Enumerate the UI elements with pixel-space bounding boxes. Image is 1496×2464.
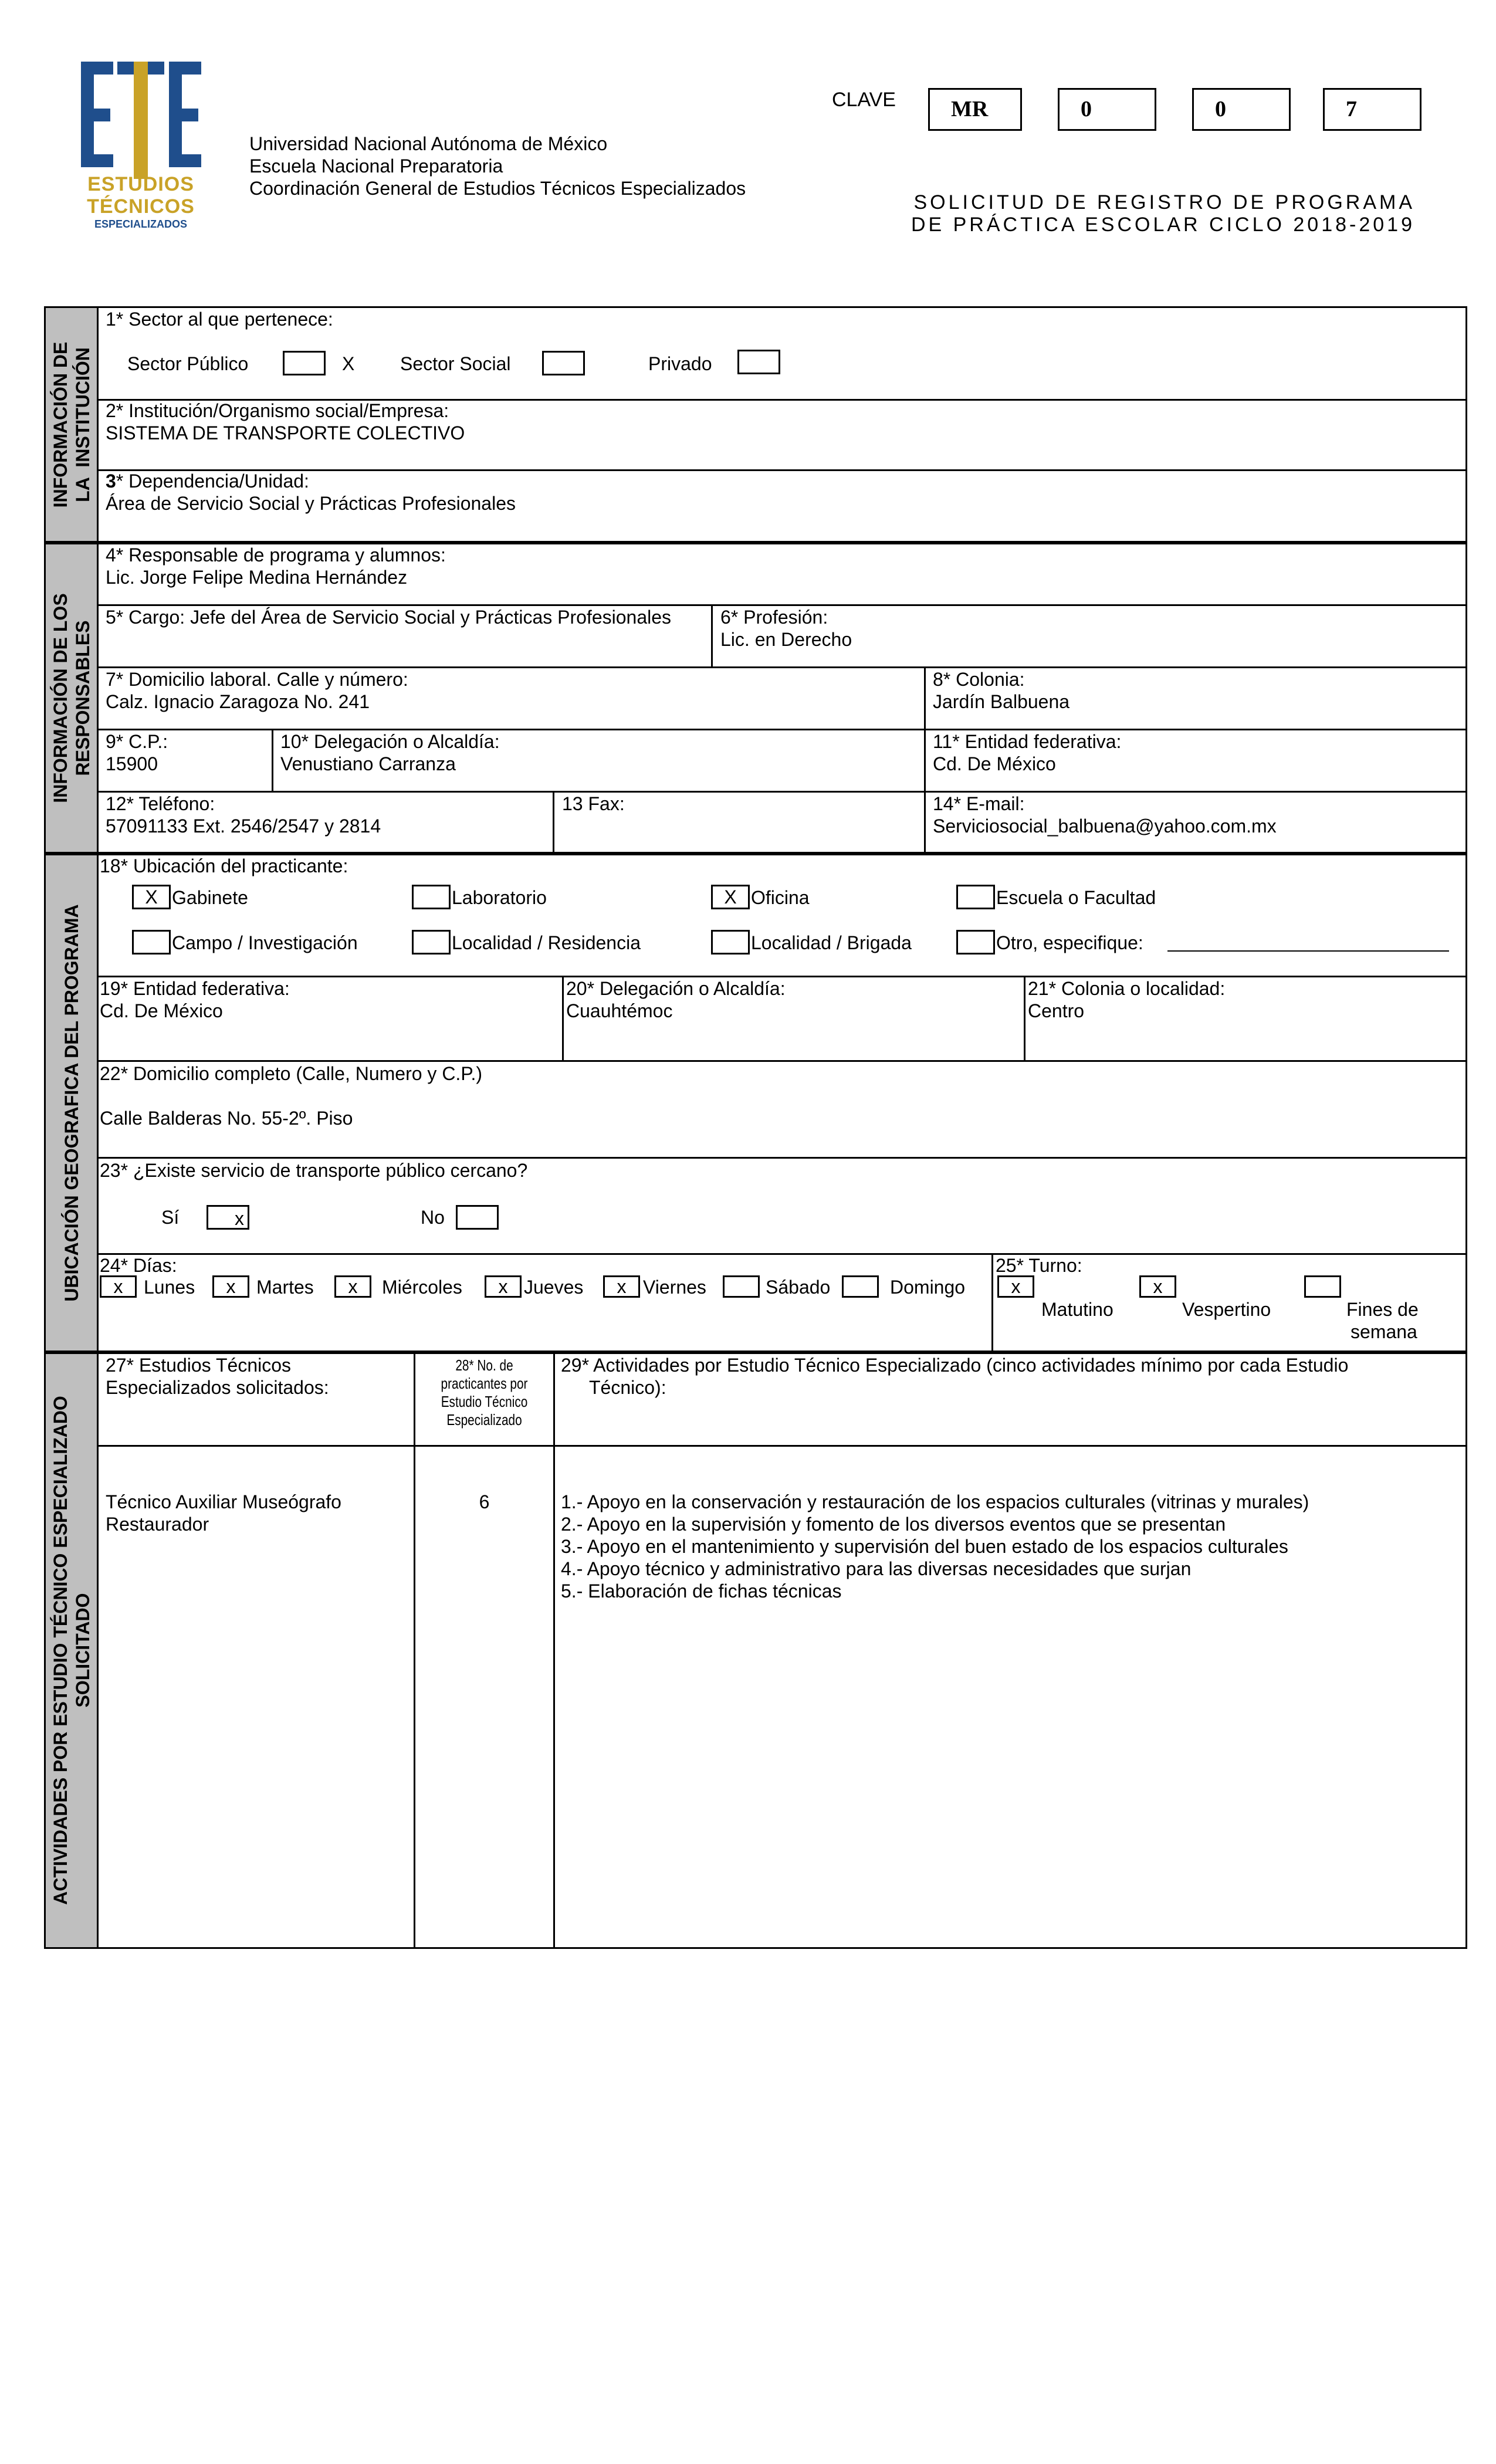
day-jueves-checkbox[interactable]: x	[485, 1275, 522, 1298]
otro-checkbox[interactable]	[956, 930, 995, 955]
institution-line-1: Universidad Nacional Autónoma de México	[249, 133, 608, 154]
day-martes-label: Martes	[256, 1277, 314, 1298]
institution-line-2: Escuela Nacional Preparatoria	[249, 155, 503, 177]
q11-value: Cd. De México	[933, 753, 1056, 774]
q12-label: 12* Teléfono:	[106, 793, 215, 814]
q13-label: 13 Fax:	[562, 793, 625, 814]
turno-fines-checkbox[interactable]	[1304, 1275, 1341, 1298]
sector-social-label: Sector Social	[400, 353, 511, 374]
row-divider	[97, 1445, 1467, 1447]
otro-label: Otro, especifique:	[996, 932, 1143, 953]
q27-label-1: 27* Estudios Técnicos	[106, 1355, 292, 1376]
q6-value: Lic. en Derecho	[720, 629, 852, 650]
col-divider	[991, 1253, 993, 1352]
privado-label: Privado	[648, 353, 712, 374]
activity-item: 5.- Elaboración de fichas técnicas	[561, 1580, 842, 1602]
col-divider	[553, 1352, 555, 1948]
sector-publico-mark: X	[342, 353, 355, 374]
oficina-checkbox[interactable]: X	[711, 885, 750, 909]
turno-matutino-label: Matutino	[1041, 1299, 1113, 1320]
logo-text-3: ESPECIALIZADOS	[94, 218, 188, 230]
activity-item: 3.- Apoyo en el mantenimiento y supervisión del buen estado de los espacios culturales	[561, 1536, 1288, 1557]
q28-label-2: practicantes por	[441, 1375, 528, 1392]
logo	[76, 56, 205, 232]
q22-value: Calle Balderas No. 55-2º. Piso	[100, 1108, 353, 1129]
q14-label: 14* E-mail:	[933, 793, 1025, 814]
si-mark: x	[235, 1208, 244, 1229]
q18-label: 18* Ubicación del practicante:	[100, 855, 348, 876]
si-label: Sí	[161, 1207, 180, 1228]
day-sabado-label: Sábado	[766, 1277, 831, 1298]
q10-label: 10* Delegación o Alcaldía:	[280, 731, 500, 752]
q3-label-rest: * Dependencia/Unidad:	[116, 471, 309, 492]
sidebar-institucion	[46, 308, 97, 541]
day-miercoles-checkbox[interactable]: x	[334, 1275, 371, 1298]
escuela-checkbox[interactable]	[956, 885, 995, 909]
q28-label-4: Especializado	[446, 1411, 522, 1429]
col-divider	[272, 729, 273, 791]
q20-value: Cuauhtémoc	[566, 1000, 673, 1021]
col-divider	[1024, 976, 1025, 1060]
side-label-actividades: ACTIVIDADES POR ESTUDIO TÉCNICO ESPECIALIZADO SOLICITADO	[49, 1395, 93, 1905]
q19-label: 19* Entidad federativa:	[100, 978, 290, 999]
sector-publico-label: Sector Público	[127, 353, 249, 374]
day-lunes-checkbox[interactable]: x	[100, 1275, 137, 1298]
day-miercoles-label: Miércoles	[382, 1277, 462, 1298]
logo-text-2: TÉCNICOS	[87, 195, 195, 218]
escuela-label: Escuela o Facultad	[996, 887, 1156, 908]
q2-value: SISTEMA DE TRANSPORTE COLECTIVO	[106, 422, 465, 444]
q2-label: 2* Institución/Organismo social/Empresa:	[106, 400, 449, 421]
row-divider	[97, 791, 1467, 793]
practicantes-count: 6	[479, 1491, 490, 1512]
logo-text-1: ESTUDIOS	[87, 173, 194, 195]
q6-label: 6* Profesión:	[720, 607, 828, 628]
form-title-line-1: SOLICITUD DE REGISTRO DE PROGRAMA	[913, 191, 1415, 214]
day-viernes-checkbox[interactable]: x	[603, 1275, 640, 1298]
day-martes-checkbox[interactable]: x	[212, 1275, 249, 1298]
localidad-residencia-label: Localidad / Residencia	[452, 932, 641, 953]
laboratorio-label: Laboratorio	[452, 887, 547, 908]
sidebar-responsables	[46, 543, 97, 852]
q28-label-1: 28* No. de	[455, 1356, 513, 1374]
no-label: No	[421, 1207, 445, 1228]
turno-vespertino-label: Vespertino	[1182, 1299, 1271, 1320]
day-jueves-label: Jueves	[524, 1277, 584, 1298]
institution-line-3: Coordinación General de Estudios Técnicos Especializados	[249, 178, 746, 199]
clave-label: CLAVE	[832, 89, 896, 111]
q22-label: 22* Domicilio completo (Calle, Numero y C.P.)	[100, 1063, 483, 1084]
row-divider	[97, 1253, 1467, 1255]
study-name-1: Técnico Auxiliar Museógrafo	[106, 1491, 341, 1512]
day-domingo-label: Domingo	[890, 1277, 966, 1298]
q7-value: Calz. Ignacio Zaragoza No. 241	[106, 691, 370, 712]
col-divider	[562, 976, 564, 1060]
q29-label-1: 29* Actividades por Estudio Técnico Especializado (cinco actividades mínimo por cada Estudio	[561, 1355, 1349, 1376]
turno-fines-label-2: semana	[1351, 1321, 1417, 1342]
side-label-institucion: INFORMACIÓN DE LA INSTITUCIÓN	[49, 341, 93, 508]
clave-box-1: MR	[928, 88, 1022, 131]
activity-item: 1.- Apoyo en la conservación y restauración de los espacios culturales (vitrinas y murales)	[561, 1491, 1309, 1512]
q8-value: Jardín Balbuena	[933, 691, 1070, 712]
q20-label: 20* Delegación o Alcaldía:	[566, 978, 786, 999]
laboratorio-checkbox[interactable]	[412, 885, 451, 909]
col-divider	[924, 666, 926, 853]
q3-value: Área de Servicio Social y Prácticas Profesionales	[106, 493, 516, 514]
sector-publico-checkbox[interactable]	[283, 351, 326, 375]
form-title-line-2: DE PRÁCTICA ESCOLAR CICLO 2018-2019	[911, 214, 1415, 236]
sidebar-ubicacion	[46, 854, 97, 1351]
col-divider	[711, 604, 713, 666]
day-sabado-checkbox[interactable]	[723, 1275, 760, 1298]
q3-label	[106, 469, 309, 493]
q9-label: 9* C.P.:	[106, 731, 168, 752]
ete-logo-icon	[76, 56, 205, 179]
q4-label: 4* Responsable de programa y alumnos:	[106, 544, 446, 566]
q3-label-num: 3	[106, 471, 116, 492]
oficina-label: Oficina	[751, 887, 810, 908]
q24-label: 24* Días:	[100, 1255, 177, 1276]
q10-value: Venustiano Carranza	[280, 753, 456, 774]
q21-label: 21* Colonia o localidad:	[1028, 978, 1226, 999]
privado-checkbox[interactable]	[737, 350, 780, 374]
gabinete-checkbox[interactable]: X	[132, 885, 171, 909]
q29-label-2: Técnico):	[589, 1377, 666, 1398]
clave-box-3: 0	[1192, 88, 1291, 131]
q5-label: 5* Cargo: Jefe del Área de Servicio Social y Prácticas Profesionales	[106, 607, 672, 628]
col-divider	[414, 1352, 415, 1948]
side-label-responsables: INFORMACIÓN DE LOS RESPONSABLES	[49, 593, 93, 803]
q7-label: 7* Domicilio laboral. Calle y número:	[106, 669, 408, 690]
activity-item: 2.- Apoyo en la supervisión y fomento de los diversos eventos que se presentan	[561, 1514, 1226, 1535]
q25-label: 25* Turno:	[996, 1255, 1082, 1276]
campo-label: Campo / Investigación	[172, 932, 358, 953]
q1-label: 1* Sector al que pertenece:	[106, 309, 333, 330]
q12-value: 57091133 Ext. 2546/2547 y 2814	[106, 815, 381, 837]
study-name-2: Restaurador	[106, 1514, 209, 1535]
q11-label: 11* Entidad federativa:	[933, 731, 1122, 752]
activity-item: 4.- Apoyo técnico y administrativo para las diversas necesidades que surjan	[561, 1558, 1192, 1579]
si-checkbox[interactable]	[207, 1205, 249, 1230]
campo-checkbox[interactable]	[132, 930, 171, 955]
day-viernes-label: Viernes	[643, 1277, 706, 1298]
sidebar-actividades	[46, 1353, 97, 1947]
day-lunes-label: Lunes	[144, 1277, 195, 1298]
turno-vespertino-checkbox[interactable]: x	[1139, 1275, 1176, 1298]
q4-value: Lic. Jorge Felipe Medina Hernández	[106, 567, 408, 588]
otro-specify-line[interactable]	[1167, 950, 1449, 952]
localidad-brigada-label: Localidad / Brigada	[751, 932, 912, 953]
q14-value: Serviciosocial_balbuena@yahoo.com.mx	[933, 815, 1277, 837]
gabinete-label: Gabinete	[172, 887, 248, 908]
q9-value: 15900	[106, 753, 158, 774]
clave-box-2: 0	[1058, 88, 1156, 131]
q28-label-3: Estudio Técnico	[441, 1393, 528, 1410]
clave-box-4: 7	[1323, 88, 1421, 131]
turno-fines-label-1: Fines de	[1346, 1299, 1419, 1320]
q19-value: Cd. De México	[100, 1000, 223, 1021]
q8-label: 8* Colonia:	[933, 669, 1025, 690]
sidebar-divider	[97, 306, 99, 1949]
localidad-brigada-checkbox[interactable]	[711, 930, 750, 955]
q27-label-2: Especializados solicitados:	[106, 1377, 329, 1398]
col-divider	[553, 791, 554, 853]
no-checkbox[interactable]	[456, 1205, 499, 1230]
side-label-ubicacion: UBICACIÓN GEOGRAFICA DEL PROGRAMA	[60, 903, 82, 1302]
sector-social-checkbox[interactable]	[542, 351, 585, 375]
day-domingo-checkbox[interactable]	[842, 1275, 879, 1298]
turno-matutino-checkbox[interactable]: x	[997, 1275, 1034, 1298]
q23-label: 23* ¿Existe servicio de transporte público cercano?	[100, 1160, 528, 1181]
localidad-residencia-checkbox[interactable]	[412, 930, 451, 955]
q21-value: Centro	[1028, 1000, 1085, 1021]
